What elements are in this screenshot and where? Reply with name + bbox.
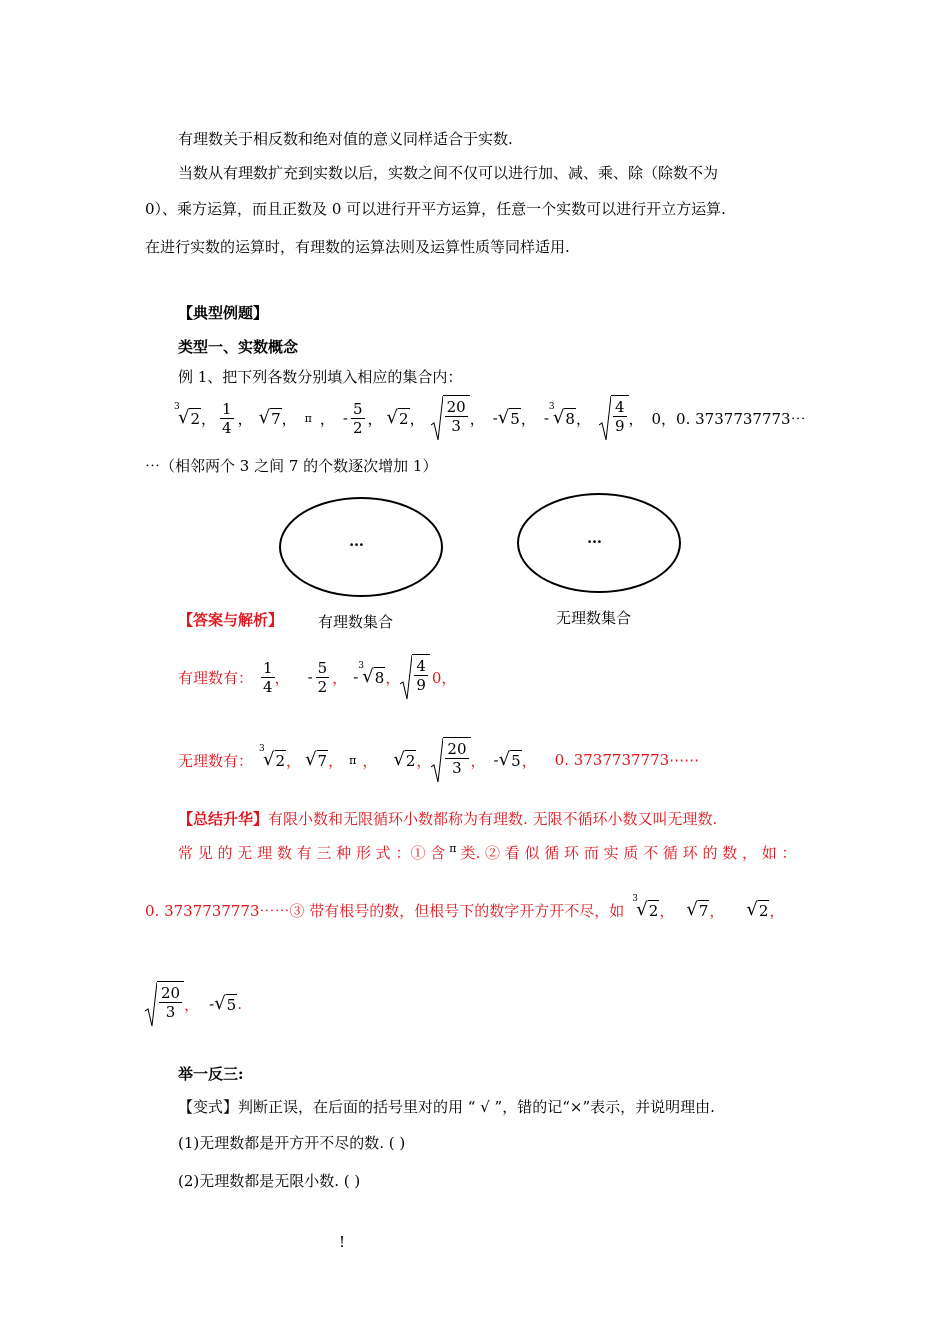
irrational-prefix: 无理数有：: [178, 751, 254, 770]
summary-text-1: 有限小数和无限循环小数都称为有理数. 无限不循环小数又叫无理数.: [268, 810, 718, 828]
practice-variant: 【变式】判断正误，在后面的括号里对的用 “ √ ”，错的记“×”表示，并说明理由.: [178, 1098, 715, 1116]
intro-line-3: 0）、乘方运算，而且正数及 0 可以进行开平方运算，任意一个实数可以进行开立方运算.: [145, 200, 726, 218]
summary-title: 【总结升华】: [178, 810, 269, 828]
summary-pi-symbol: π: [449, 842, 457, 855]
example-tail: 0，0. 3737737773⋯: [651, 409, 806, 428]
ans-sqrt-2: √ 2: [393, 748, 416, 770]
summary-line-2: [178, 842, 797, 863]
summary-text-2a: 常 见 的 无 理 数 有 三 种 形 式 ：① 含: [178, 844, 446, 862]
ans-frac-1-4: $\frac{1}{4}$: [263, 658, 273, 696]
answer-title: 【答案与解析】: [178, 611, 284, 629]
frac-neg-5-2: $\frac{5}{2}$: [352, 399, 363, 437]
rational-set-dots: …: [349, 532, 364, 550]
ans-neg-sqrt-5: √ 5: [498, 748, 521, 770]
sum-neg-sqrt-5: √ 5: [214, 992, 237, 1014]
sum-cbrt-2: 3 √ 2: [632, 893, 659, 920]
ans-sqrt-4-9: $\frac{4}{9}$: [400, 654, 430, 700]
rational-answers: 有理数有： $\frac{1}{4}$ ， - $\frac{5}{2}$ ， - 3 √ 8 ， $\frac{4}{9}$ 0，: [178, 648, 456, 706]
rational-prefix: 有理数有：: [178, 668, 254, 687]
irrational-set-dots: …: [587, 529, 602, 547]
neg-sqrt-5: √ 5: [497, 406, 520, 428]
sqrt-20-3: $\frac{20}{3}$: [431, 395, 470, 441]
neg-cbrt-8: 3 √ 8: [548, 401, 575, 428]
sum-sqrt-2: √ 2: [746, 898, 769, 920]
irrational-answers: 无理数有： 3 √ 2 ， √ 7 ， π ， √ 2 ， $\frac{20}{3}$ ， - √ 5 ， 0. 3737737773⋯⋯: [178, 732, 699, 788]
pi-symbol: π: [304, 411, 312, 425]
practice-q1: (1)无理数都是开方开不尽的数. ( ): [178, 1134, 406, 1152]
rational-set-label: 有理数集合: [318, 613, 394, 631]
ans-cbrt-2: 3 √ 2: [259, 743, 286, 770]
irrational-set-label: 无理数集合: [556, 609, 632, 627]
sqrt-4-9: $\frac{4}{9}$: [599, 395, 629, 441]
section-title: 【典型例题】: [178, 304, 269, 322]
ans-frac-neg-5-2: $\frac{5}{2}$: [317, 658, 328, 696]
example-note: ⋯（相邻两个 3 之间 7 的个数逐次增加 1）: [145, 457, 438, 475]
intro-line-1: 有理数关于相反数和绝对值的意义同样适合于实数.: [178, 130, 513, 148]
practice-q2: (2)无理数都是无限小数. ( ): [178, 1172, 361, 1190]
ans-neg-cbrt-8: 3 √ 8: [358, 660, 385, 687]
example-prompt: 例 1、把下列各数分别填入相应的集合内：: [178, 368, 463, 386]
number-list: 3 √ 2 ， $\frac{1}{4}$ ， √ 7 ， π ， - $\frac{5}{2}$ ， √ 2 ， $\frac{20}{3}$ ， - √ 5 ， - 3 √ 8 ， $\frac{4}{9}$ ， 0，0. 3737737773⋯: [178, 393, 806, 443]
frac-1-4: $\frac{1}{4}$: [222, 399, 232, 437]
footer-mark: !: [339, 1233, 346, 1251]
summary-text-2b: 类. ② 看 似 循 环 而 实 质 不 循 环 的 数 ， 如 ：: [460, 844, 797, 862]
cbrt-2: 3 √ 2: [174, 401, 201, 428]
ans-pi-symbol: π: [349, 753, 357, 767]
summary-text-3a: 0. 3737737773⋯⋯③ 带有根号的数，但根号下的数字开方开不尽，如: [145, 901, 625, 920]
summary-line-1: [178, 808, 717, 829]
sqrt-2: √ 2: [386, 406, 409, 428]
sum-sqrt-20-3: $\frac{20}{3}$: [145, 981, 184, 1027]
irrational-tail: 0. 3737737773⋯⋯: [554, 751, 700, 769]
sum-sqrt-7: √ 7: [686, 898, 709, 920]
sqrt-7: √ 7: [258, 406, 281, 428]
intro-line-4: 在进行实数的运算时，有理数的运算法则及运算性质等同样适用.: [145, 238, 570, 256]
intro-line-2: 当数从有理数扩充到实数以后，实数之间不仅可以进行加、减、乘、除（除数不为: [178, 164, 719, 182]
type-title: 类型一、实数概念: [178, 338, 299, 356]
summary-line-3: 0. 3737737773⋯⋯③ 带有根号的数，但根号下的数字开方开不尽，如 3 √ 2 ， √ 7 ， √ 2 ，: [145, 893, 785, 920]
rational-tail: 0，: [431, 668, 457, 687]
ans-sqrt-20-3: $\frac{20}{3}$: [431, 737, 470, 783]
practice-title: 举一反三:: [178, 1065, 244, 1083]
summary-line-4: $\frac{20}{3}$ ， - √ 5 .: [145, 978, 242, 1030]
ans-sqrt-7: √ 7: [305, 748, 328, 770]
